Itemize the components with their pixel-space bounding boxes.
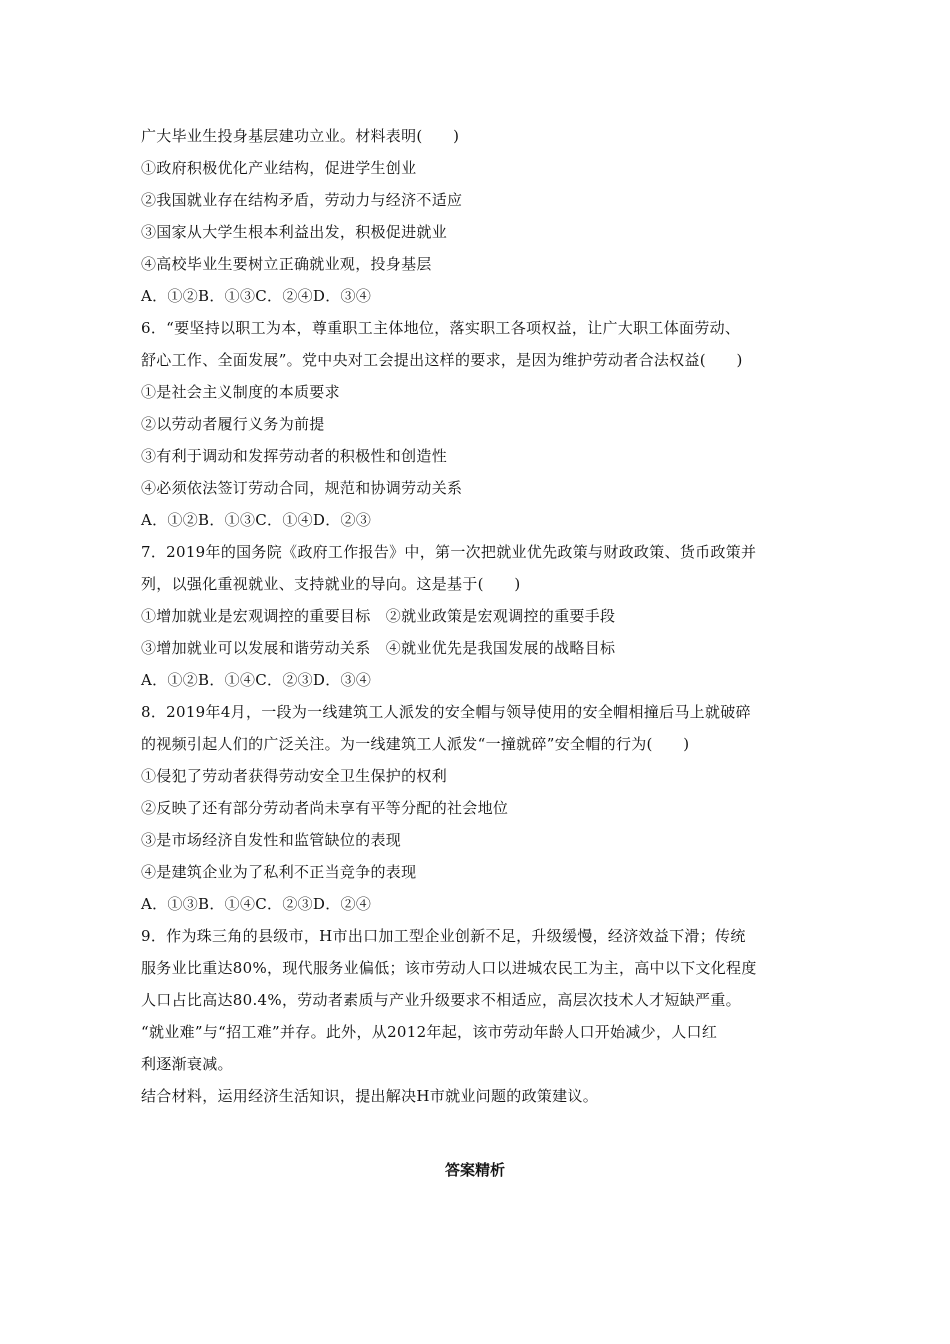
q6-stem-line-2: 舒心工作、全面发展”。党中央对工会提出这样的要求，是因为维护劳动者合法权益( ): [141, 351, 743, 369]
q5-option-4: ④高校毕业生要树立正确就业观，投身基层: [141, 255, 432, 273]
q9-prompt: 结合材料，运用经济生活知识，提出解决H市就业问题的政策建议。: [141, 1087, 599, 1105]
q9-stem-line-5: 利逐渐衰减。: [141, 1055, 233, 1073]
q8-stem-line-2: 的视频引起人们的广泛关注。为一线建筑工人派发“一撞就碎”安全帽的行为( ): [141, 735, 690, 753]
q8-option-2: ②反映了还有部分劳动者尚未享有平等分配的社会地位: [141, 799, 509, 817]
q5-stem-end: 广大毕业生投身基层建功立业。材料表明( ): [141, 127, 460, 145]
q8-option-1: ①侵犯了劳动者获得劳动安全卫生保护的权利: [141, 767, 448, 785]
q6-option-1: ①是社会主义制度的本质要求: [141, 383, 340, 401]
q9-stem-line-3: 人口占比高达80.4%，劳动者素质与产业升级要求不相适应，高层次技术人才短缺严重。: [141, 991, 741, 1009]
q7-options-row-2: ③增加就业可以发展和谐劳动关系 ④就业优先是我国发展的战略目标: [141, 639, 616, 657]
q5-choices: A．①②B．①③C．②④D．③④: [141, 287, 372, 305]
question-content: [141, 120, 821, 1112]
q5-option-3: ③国家从大学生根本利益出发，积极促进就业: [141, 223, 448, 241]
q9-stem-line-1: 9．作为珠三角的县级市，H市出口加工型企业创新不足，升级缓慢，经济效益下滑；传统: [141, 927, 746, 945]
q6-stem-line-1: 6．“要坚持以职工为本，尊重职工主体地位，落实职工各项权益，让广大职工体面劳动、: [141, 319, 741, 337]
q8-option-4: ④是建筑企业为了私利不正当竞争的表现: [141, 863, 417, 881]
q8-stem-line-1: 8．2019年4月，一段为一线建筑工人派发的安全帽与领导使用的安全帽相撞后马上就破碎: [141, 703, 751, 721]
q8-choices: A．①③B．①④C．②③D．②④: [141, 895, 372, 913]
q7-stem-line-2: 列，以强化重视就业、支持就业的导向。这是基于( ): [141, 575, 521, 593]
q7-choices: A．①②B．①④C．②③D．③④: [141, 671, 372, 689]
q6-option-2: ②以劳动者履行义务为前提: [141, 415, 325, 433]
q7-stem-line-1: 7．2019年的国务院《政府工作报告》中，第一次把就业优先政策与财政政策、货币政策并: [141, 543, 757, 561]
q7-options-row-1: ①增加就业是宏观调控的重要目标 ②就业政策是宏观调控的重要手段: [141, 607, 616, 625]
q8-option-3: ③是市场经济自发性和监管缺位的表现: [141, 831, 402, 849]
q6-option-3: ③有利于调动和发挥劳动者的积极性和创造性: [141, 447, 448, 465]
q9-stem-line-2: 服务业比重达80%，现代服务业偏低；该市劳动人口以进城农民工为主，高中以下文化程度: [141, 959, 757, 977]
q5-option-2: ②我国就业存在结构矛盾，劳动力与经济不适应: [141, 191, 463, 209]
answer-section-heading: 答案精析: [444, 1161, 505, 1179]
q6-choices: A．①②B．①③C．①④D．②③: [141, 511, 372, 529]
q5-option-1: ①政府积极优化产业结构，促进学生创业: [141, 159, 417, 177]
q6-option-4: ④必须依法签订劳动合同，规范和协调劳动关系: [141, 479, 463, 497]
q9-stem-line-4: “就业难”与“招工难”并存。此外，从2012年起，该市劳动年龄人口开始减少，人口红: [141, 1023, 718, 1041]
